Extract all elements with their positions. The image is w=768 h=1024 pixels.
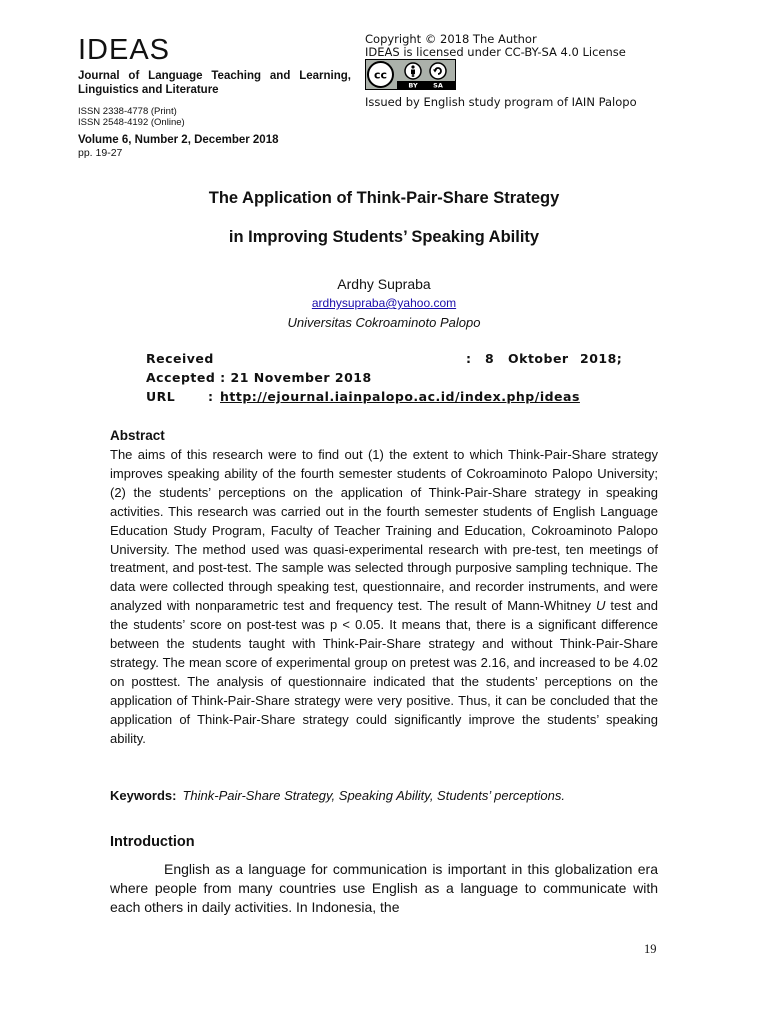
sa-label: SA <box>433 81 443 89</box>
author-name: Ardhy Supraba <box>337 276 431 292</box>
journal-name: IDEAS <box>78 34 171 66</box>
copyright-line-1: Copyright © 2018 The Author <box>365 32 537 46</box>
received-month: Oktober <box>508 351 569 366</box>
copyright-notice <box>365 33 626 59</box>
cc-text: cc <box>373 68 388 82</box>
keywords-value: Think-Pair-Share Strategy, Speaking Ability, Students’ perceptions. <box>182 788 565 803</box>
by-label: BY <box>408 81 418 89</box>
abstract-text-part-2: test and the students’ score on post-test was p < 0.05. It means that, there is a significant difference between the students taught with Think-Pair-Share strategy and without Think-Pair-Share strategy. The mean score of experimental group on pretest was 2.16, and increased to be 4.02 on posttest. The analysis of questionnaire indicated that the students’ perceptions on the application of Think-Pair-Share strategy were very positive. Thus, it can be concluded that the application of Think-Pair-Share strategy could significantly improve the students’ speaking ability. <box>110 598 659 746</box>
article-title-line-1: The Application of Think-Pair-Share Strategy <box>208 189 560 207</box>
url-label: URL <box>146 389 176 404</box>
keywords-line <box>110 788 565 803</box>
page-range: pp. 19-27 <box>78 147 123 159</box>
journal-full-title <box>78 69 351 97</box>
share-alike-icon <box>430 63 446 79</box>
issn-online: ISSN 2548-4192 (Online) <box>78 117 185 128</box>
cc-icon <box>368 62 393 87</box>
author-email-link[interactable]: ardhysupraba@yahoo.com <box>311 296 457 310</box>
introduction-heading: Introduction <box>110 834 195 850</box>
page-number: 19 <box>644 942 657 956</box>
abstract-body <box>110 446 658 749</box>
received-colon: : <box>466 351 472 366</box>
attribution-icon <box>405 63 421 79</box>
abstract-heading: Abstract <box>110 428 165 443</box>
received-label: Received <box>146 351 214 366</box>
journal-url-link[interactable]: http://ejournal.iainpalopo.ac.id/index.php/ideas <box>220 389 580 404</box>
abstract-text-italic-u: U <box>596 598 606 614</box>
issued-by-note: Issued by English study program of IAIN Palopo <box>365 95 637 109</box>
keywords-label: Keywords: <box>110 788 177 803</box>
received-year: 2018; <box>580 351 623 366</box>
received-day: 8 <box>485 351 495 366</box>
abstract-text-part-1: The aims of this research were to find out (1) the extent to which Think-Pair-Share strategy improves speaking ability of the fourth semester students of Cokroaminoto Palopo University; (2) the students’ perceptions on the application of Think-Pair-Share strategy in speaking activities. This research was carried out in the fourth semester students of English Language Education Study Program, Faculty of Teacher Training and Education, Cokroaminoto Palopo University. The method used was quasi-experimental research with pre-test, ten meetings of treatment, and post-test. The sample was selected through purposive sampling technique. The data were collected through speaking test, questionnaire, and recorder instruments, and were analyzed with nonparametric test and frequency test. The result of Mann-Whitney <box>110 447 658 614</box>
author-affiliation: Universitas Cokroaminoto Palopo <box>287 315 481 330</box>
volume-info: Volume 6, Number 2, December 2018 <box>78 134 279 146</box>
introduction-body: English as a language for communication is important in this globalization era where people from many countries use English as a language to communicate with each others in daily activities. In Indonesia, the <box>110 861 658 915</box>
copyright-line-2: IDEAS is licensed under CC-BY-SA 4.0 License <box>365 45 626 59</box>
journal-full-line-1: Journal of Language Teaching and Learning, <box>78 70 351 82</box>
url-colon: : <box>208 389 214 404</box>
journal-full-line-2: Linguistics and Literature <box>78 84 219 96</box>
cc-by-sa-license-badge[interactable] <box>365 59 456 90</box>
issn-print: ISSN 2338-4778 (Print) <box>78 106 177 117</box>
article-title-line-2: in Improving Students’ Speaking Ability <box>228 228 540 246</box>
accepted-date: Accepted : 21 November 2018 <box>146 370 372 385</box>
